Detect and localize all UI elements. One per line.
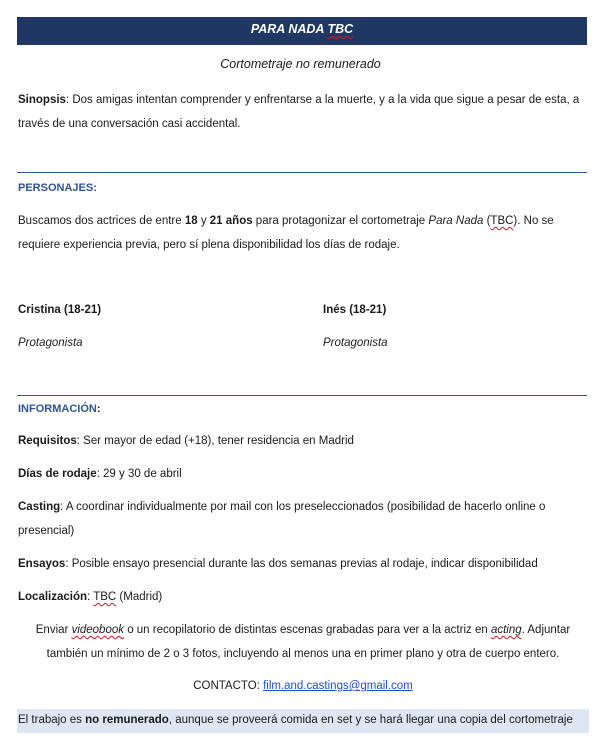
personajes-heading-colon: : [93,182,97,194]
title-tag: TBC [327,22,354,36]
personajes-heading-text: PERSONAJES [18,182,94,194]
contact-email-link[interactable]: film.and.castings@gmail.com [263,680,413,692]
divider [17,395,587,396]
contacto-line [18,674,588,698]
synopsis-paragraph [18,88,588,136]
enviar-paragraph [18,618,588,666]
section-heading-personajes [18,182,97,194]
character-name: Inés (18-21) [323,304,387,316]
intro-line2: requiere experiencia previa, pero sí plena disponibilidad los días de rodaje. [18,239,400,251]
page-subtitle: Cortometraje no remunerado [220,57,381,71]
contacto-label: CONTACTO: [193,680,264,692]
dias-line [18,462,588,486]
tbc-tag: TBC [490,215,514,227]
localizacion-line [18,585,588,609]
casting-label: Casting [18,501,61,513]
localizacion-text: (Madrid) [116,591,163,603]
section-heading-informacion [18,403,101,415]
age-max: 21 años [209,215,253,227]
ensayos-label: Ensayos [18,558,66,570]
dias-label: Días de rodaje [18,468,97,480]
enviar-line2: también un mínimo de 2 o 3 fotos, incluyendo al menos una en primer plano y otra de cuerpo entero. [46,648,560,660]
casting-line2: presencial) [18,525,75,537]
requisitos-label: Requisitos [18,435,77,447]
character-role: Protagonista [323,337,388,349]
enviar-text: o un recopilatorio de distintas escenas grabadas para ver a la actriz en [124,624,491,636]
ensayos-line [18,552,588,576]
synopsis-line1: : Dos amigas intentan comprender y enfrentarse a la muerte, y a la vida que sigue a pesar de esta, a [65,94,580,106]
footer-text: El trabajo es [18,714,86,726]
casting-line1: : A coordinar individualmente por mail con los preseleccionados (posibilidad de hacerlo online o [60,501,546,513]
intro-text: y [197,215,210,227]
enviar-text: . Adjuntar [521,624,571,636]
informacion-heading-text: INFORMACIÓN [18,403,97,415]
page-title: PARA NADA [250,22,324,36]
intro-text: para protagonizar el cortometraje [252,215,429,227]
requisitos-text: : Ser mayor de edad (+18), tener residencia en Madrid [76,435,354,447]
intro-text: ( [483,215,491,227]
divider [17,172,587,173]
tbc-tag: TBC [93,591,117,603]
age-min: 18 [184,215,198,227]
casting-paragraph [18,495,588,543]
film-title: Para Nada [428,215,484,227]
footer-text: , aunque se proveerá comida en set y se hará llegar una copia del cortometraje [168,714,573,726]
acting-term: acting [490,624,522,636]
dias-text: : 29 y 30 de abril [96,468,182,480]
requisitos-line [18,429,588,453]
footer-note [17,709,589,733]
intro-text: ). No se [513,215,554,227]
intro-text: Buscamos dos actrices de entre [18,215,185,227]
character-name: Cristina (18-21) [18,304,102,316]
title-bar [17,17,587,45]
personajes-paragraph [18,209,588,257]
videobook-term: videobook [71,624,124,636]
character-role: Protagonista [18,337,83,349]
localizacion-text: : [87,591,94,603]
informacion-heading-colon: : [96,403,101,415]
ensayos-text: : Posible ensayo presencial durante las dos semanas previas al rodaje, indicar disponibilidad [65,558,538,570]
synopsis-line2: través de una conversación casi accidental. [18,118,241,130]
localizacion-label: Localización [18,591,88,603]
enviar-text: Enviar [35,624,72,636]
synopsis-label: Sinopsis [18,94,66,106]
footer-bold: no remunerado [85,714,169,726]
